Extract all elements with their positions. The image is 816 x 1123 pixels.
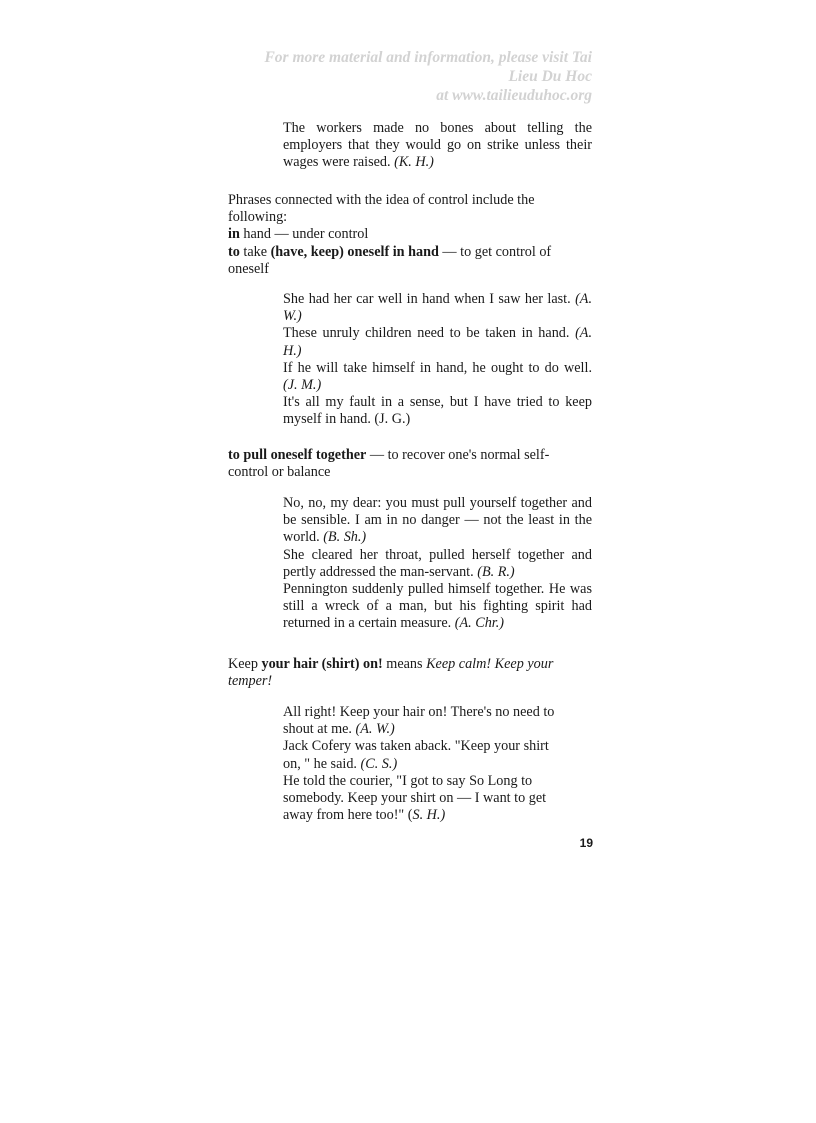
watermark bbox=[212, 48, 592, 105]
term-phrase: your hair (shirt) on! bbox=[261, 656, 383, 672]
term-definition: — to recover one's normal self-control or balance bbox=[228, 447, 550, 481]
term-phrase: (have, keep) oneself in hand bbox=[270, 243, 439, 260]
example-item bbox=[283, 291, 592, 325]
example-source: (A. H.) bbox=[283, 325, 593, 359]
example-text: She cleared her throat, pulled herself together and pertly addressed the man-servant. bbox=[283, 546, 592, 580]
example-item bbox=[283, 394, 592, 428]
example-item bbox=[283, 773, 568, 825]
watermark-line-1: For more material and information, please visit Tai bbox=[264, 49, 592, 66]
term-to: to bbox=[228, 243, 240, 260]
example-source: (B. R.) bbox=[477, 563, 515, 580]
term-head: in bbox=[228, 226, 240, 243]
pull-together-definition bbox=[228, 447, 568, 481]
examples-hair bbox=[283, 704, 568, 824]
example-source: (B. Sh.) bbox=[323, 529, 367, 546]
term-pre: Keep bbox=[228, 656, 258, 672]
example-item bbox=[283, 738, 568, 772]
example-source: (A. W.) bbox=[283, 291, 593, 325]
example-text: All right! Keep your hair on! There's no need to shout at me. bbox=[283, 704, 555, 738]
term-rest: hand — under control bbox=[243, 226, 369, 243]
example-text: She had her car well in hand when I saw her last. bbox=[283, 291, 571, 307]
example-item bbox=[283, 547, 592, 581]
example-item bbox=[283, 360, 592, 394]
example-source: (K. H.) bbox=[394, 154, 434, 171]
example-source: (A. Chr.) bbox=[454, 615, 505, 632]
example-item bbox=[283, 495, 592, 547]
example-text: These unruly children need to be taken in hand. bbox=[283, 325, 570, 342]
intro-text: Phrases connected with the idea of control include the following: bbox=[228, 192, 535, 226]
watermark-line-3: at www.tailieuduhoc.org bbox=[436, 87, 592, 104]
example-text: No, no, my dear: you must pull yourself together and be sensible. I am in no danger — not the least in the world. bbox=[283, 495, 592, 546]
example-source: (C. S.) bbox=[360, 755, 398, 772]
examples-pull bbox=[283, 495, 592, 633]
example-item bbox=[283, 325, 592, 359]
keep-hair-definition bbox=[228, 656, 568, 690]
example-text: If he will take himself in hand, he ought to do well. bbox=[283, 359, 592, 376]
example-text: He told the courier, "I got to say So Long to somebody. Keep your shirt on — I want to get away from here too!" ( bbox=[283, 772, 547, 824]
control-intro bbox=[228, 192, 568, 278]
definition-take-in-hand bbox=[228, 244, 568, 278]
example-source: (J. M.) bbox=[283, 377, 322, 394]
example-strike bbox=[283, 120, 592, 172]
example-text: The workers made no bones about telling the employers that they would go on strike unless their wages were raised. bbox=[283, 120, 592, 171]
term-meaning: Keep calm! Keep your temper! bbox=[228, 656, 554, 690]
page-number: 19 bbox=[579, 836, 593, 850]
definition-in-hand bbox=[228, 226, 568, 243]
examples-in-hand bbox=[283, 291, 592, 429]
watermark-line-2: Lieu Du Hoc bbox=[508, 68, 592, 85]
example-source: S. H.) bbox=[412, 807, 446, 824]
term-mid: means bbox=[386, 656, 423, 672]
term-phrase: to pull oneself together bbox=[228, 447, 367, 463]
example-text: Pennington suddenly pulled himself together. He was still a wreck of a man, but his fighting spirit had returned in a certain measure. bbox=[283, 581, 592, 632]
example-item bbox=[283, 704, 568, 738]
example-source: (A. W.) bbox=[355, 721, 395, 738]
example-text: It's all my fault in a sense, but I have tried to keep myself in hand. bbox=[283, 394, 592, 428]
example-text: Jack Cofery was taken aback. "Keep your shirt on, " he said. bbox=[283, 738, 549, 772]
term-verb: take bbox=[243, 243, 268, 260]
term-definition: — to get control of oneself bbox=[228, 243, 552, 277]
example-item bbox=[283, 581, 592, 633]
example-source: (J. G.) bbox=[374, 411, 411, 428]
